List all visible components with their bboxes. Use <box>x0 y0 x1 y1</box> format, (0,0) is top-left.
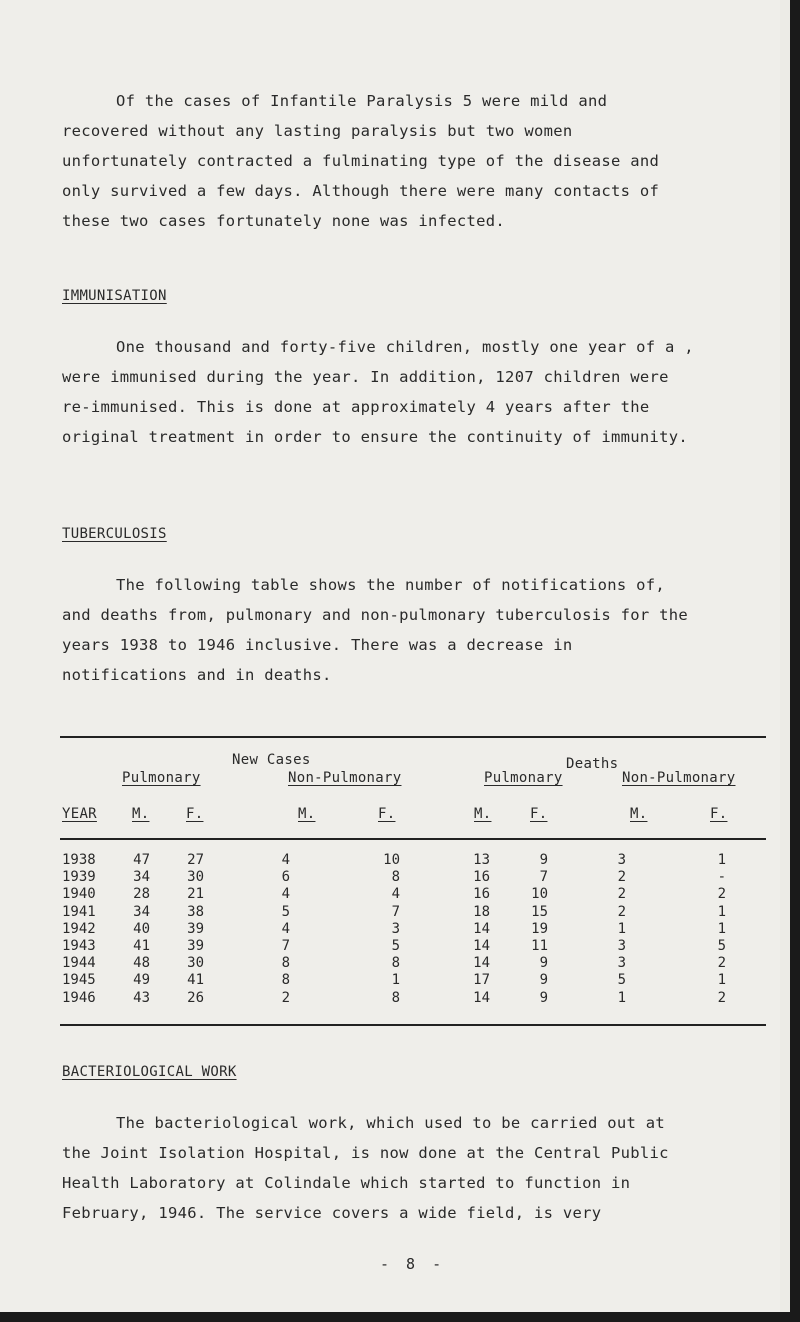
page-number: - 8 - <box>380 1255 446 1273</box>
table-cell-value: 8 <box>391 989 400 1006</box>
table-cell-value: 47 <box>133 852 150 868</box>
paragraph-bacteriological: The bacteriological work, which used to be carried out at the Joint Isolation Hospital, is now done at the Central Public Health Laboratory at Colindale which started to function in February, 1946. The service covers a wide field, is very <box>62 1114 669 1222</box>
table-cell-year: 1944 <box>62 955 96 972</box>
table-cell-value: 14 <box>473 920 490 937</box>
table-cell-value: 2 <box>717 989 726 1006</box>
table-cell-value: 6 <box>281 869 290 886</box>
table-cell-year: 1943 <box>62 938 96 954</box>
table-sub-non-pulmonary-deaths: Non-Pulmonary <box>622 770 736 786</box>
table-cell-year: 1945 <box>62 972 96 989</box>
table-bottom-rule <box>60 1024 766 1026</box>
table-sub-pulmonary-new: Pulmonary <box>122 770 201 786</box>
table-cell-value: 10 <box>383 852 400 868</box>
table-cell-value: 9 <box>539 955 548 972</box>
table-cell-value: 2 <box>617 886 626 903</box>
table-cell-value: 14 <box>473 989 490 1006</box>
table-cell-value: 5 <box>281 903 290 920</box>
table-cell-value: 39 <box>187 920 204 937</box>
table-cell-value: 4 <box>281 920 290 937</box>
table-cell-value: 2 <box>617 903 626 920</box>
table-cell-value: 8 <box>281 955 290 972</box>
table-cell-value: 8 <box>391 869 400 886</box>
table-cell-value: 2 <box>617 869 626 886</box>
heading-bacteriological-work: BACTERIOLOGICAL WORK <box>62 1064 237 1080</box>
table-header-rule <box>60 838 766 840</box>
table-cell-value: 26 <box>187 989 204 1006</box>
table-col-m: M. <box>132 806 150 822</box>
table-cell-value: 27 <box>187 852 204 868</box>
table-cell-value: 5 <box>391 938 400 954</box>
table-cell-value: 2 <box>717 886 726 903</box>
table-cell-value: 4 <box>281 852 290 868</box>
paragraph-tuberculosis: The following table shows the number of notifications of, and deaths from, pulmonary and non-pulmonary tuberculosis for the years 1938 to 1946 inclusive. There was a decrease in notifications and in deaths. <box>62 576 689 684</box>
table-cell-value: 9 <box>539 972 548 989</box>
heading-immunisation: IMMUNISATION <box>62 288 167 304</box>
table-cell-value: 2 <box>281 989 290 1006</box>
table-cell-value: 7 <box>391 903 400 920</box>
table-col-f: F. <box>186 806 204 822</box>
table-cell-value: 18 <box>473 903 490 920</box>
table-col-f: F. <box>530 806 548 822</box>
table-cell-value: 5 <box>617 972 626 989</box>
table-cell-value: 15 <box>531 903 548 920</box>
table-cell-value: 40 <box>133 920 150 937</box>
table-group-deaths: Deaths <box>566 756 619 772</box>
table-cell-value: 1 <box>717 920 726 937</box>
table-cell-value: 7 <box>539 869 548 886</box>
table-cell-year: 1940 <box>62 886 96 903</box>
table-cell-value: 34 <box>133 903 150 920</box>
table-cell-value: 16 <box>473 869 490 886</box>
table-group-new-cases: New Cases <box>232 752 311 768</box>
table-cell-year: 1941 <box>62 903 96 920</box>
table-col-m: M. <box>474 806 492 822</box>
table-top-rule <box>60 736 766 738</box>
table-cell-value: 8 <box>281 972 290 989</box>
table-cell-value: 7 <box>281 938 290 954</box>
heading-tuberculosis: TUBERCULOSIS <box>62 526 167 542</box>
table-cell-value: 43 <box>133 989 150 1006</box>
scan-edge-right <box>790 0 800 1322</box>
table-cell-value: 1 <box>717 903 726 920</box>
table-cell-value: 1 <box>717 972 726 989</box>
table-cell-value: 1 <box>617 989 626 1006</box>
table-cell-value: 1 <box>391 972 400 989</box>
table-cell-value: 8 <box>391 955 400 972</box>
table-cell-value: 2 <box>717 955 726 972</box>
table-cell-value: 3 <box>391 920 400 937</box>
table-sub-pulmonary-deaths: Pulmonary <box>484 770 563 786</box>
table-cell-value: 41 <box>187 972 204 989</box>
table-cell-value: 9 <box>539 989 548 1006</box>
table-cell-value: 49 <box>133 972 150 989</box>
table-cell-year: 1942 <box>62 920 96 937</box>
table-cell-value: 30 <box>187 955 204 972</box>
table-cell-year: 1946 <box>62 989 96 1006</box>
table-cell-year: 1938 <box>62 852 96 868</box>
paragraph-infantile-paralysis: Of the cases of Infantile Paralysis 5 were mild and recovered without any lasting paralysis but two women unfortunately contracted a fulminating type of the disease and only survived a few days. Although there were many contacts of these two cases fortunately none was infected. <box>62 92 660 230</box>
table-cell-value: 21 <box>187 886 204 903</box>
table-col-m: M. <box>298 806 316 822</box>
table-cell-value: 39 <box>187 938 204 954</box>
table-cell-value: 4 <box>391 886 400 903</box>
table-cell-value: 16 <box>473 886 490 903</box>
table-cell-value: 28 <box>133 886 150 903</box>
table-cell-value: 9 <box>539 852 548 868</box>
table-cell-value: 14 <box>473 938 490 954</box>
table-cell-value: 14 <box>473 955 490 972</box>
scan-edge-bottom <box>0 1312 800 1322</box>
table-col-f: F. <box>710 806 728 822</box>
table-cell-value: 5 <box>717 938 726 954</box>
table-cell-value: 3 <box>617 955 626 972</box>
table-col-year: YEAR <box>62 806 97 822</box>
table-cell-value: 38 <box>187 903 204 920</box>
table-cell-value: 34 <box>133 869 150 886</box>
table-cell-value: 3 <box>617 938 626 954</box>
table-cell-value: - <box>717 869 726 886</box>
table-cell-value: 10 <box>531 886 548 903</box>
table-cell-value: 13 <box>473 852 490 868</box>
table-cell-value: 1 <box>617 920 626 937</box>
table-cell-value: 41 <box>133 938 150 954</box>
table-cell-value: 17 <box>473 972 490 989</box>
table-cell-value: 48 <box>133 955 150 972</box>
table-cell-value: 1 <box>717 852 726 868</box>
paragraph-immunisation: One thousand and forty-five children, mostly one year of a , were immunised during the year. In addition, 1207 children were re-immunised. This is done at approximately 4 years after the original treatment in order to ensure the continuity of immunity. <box>62 338 694 446</box>
table-cell-value: 19 <box>531 920 548 937</box>
table-cell-value: 4 <box>281 886 290 903</box>
table-sub-non-pulmonary-new: Non-Pulmonary <box>288 770 402 786</box>
table-cell-year: 1939 <box>62 869 96 886</box>
table-col-m: M. <box>630 806 648 822</box>
table-cell-value: 30 <box>187 869 204 886</box>
table-cell-value: 11 <box>531 938 548 954</box>
table-cell-value: 3 <box>617 852 626 868</box>
table-col-f: F. <box>378 806 396 822</box>
